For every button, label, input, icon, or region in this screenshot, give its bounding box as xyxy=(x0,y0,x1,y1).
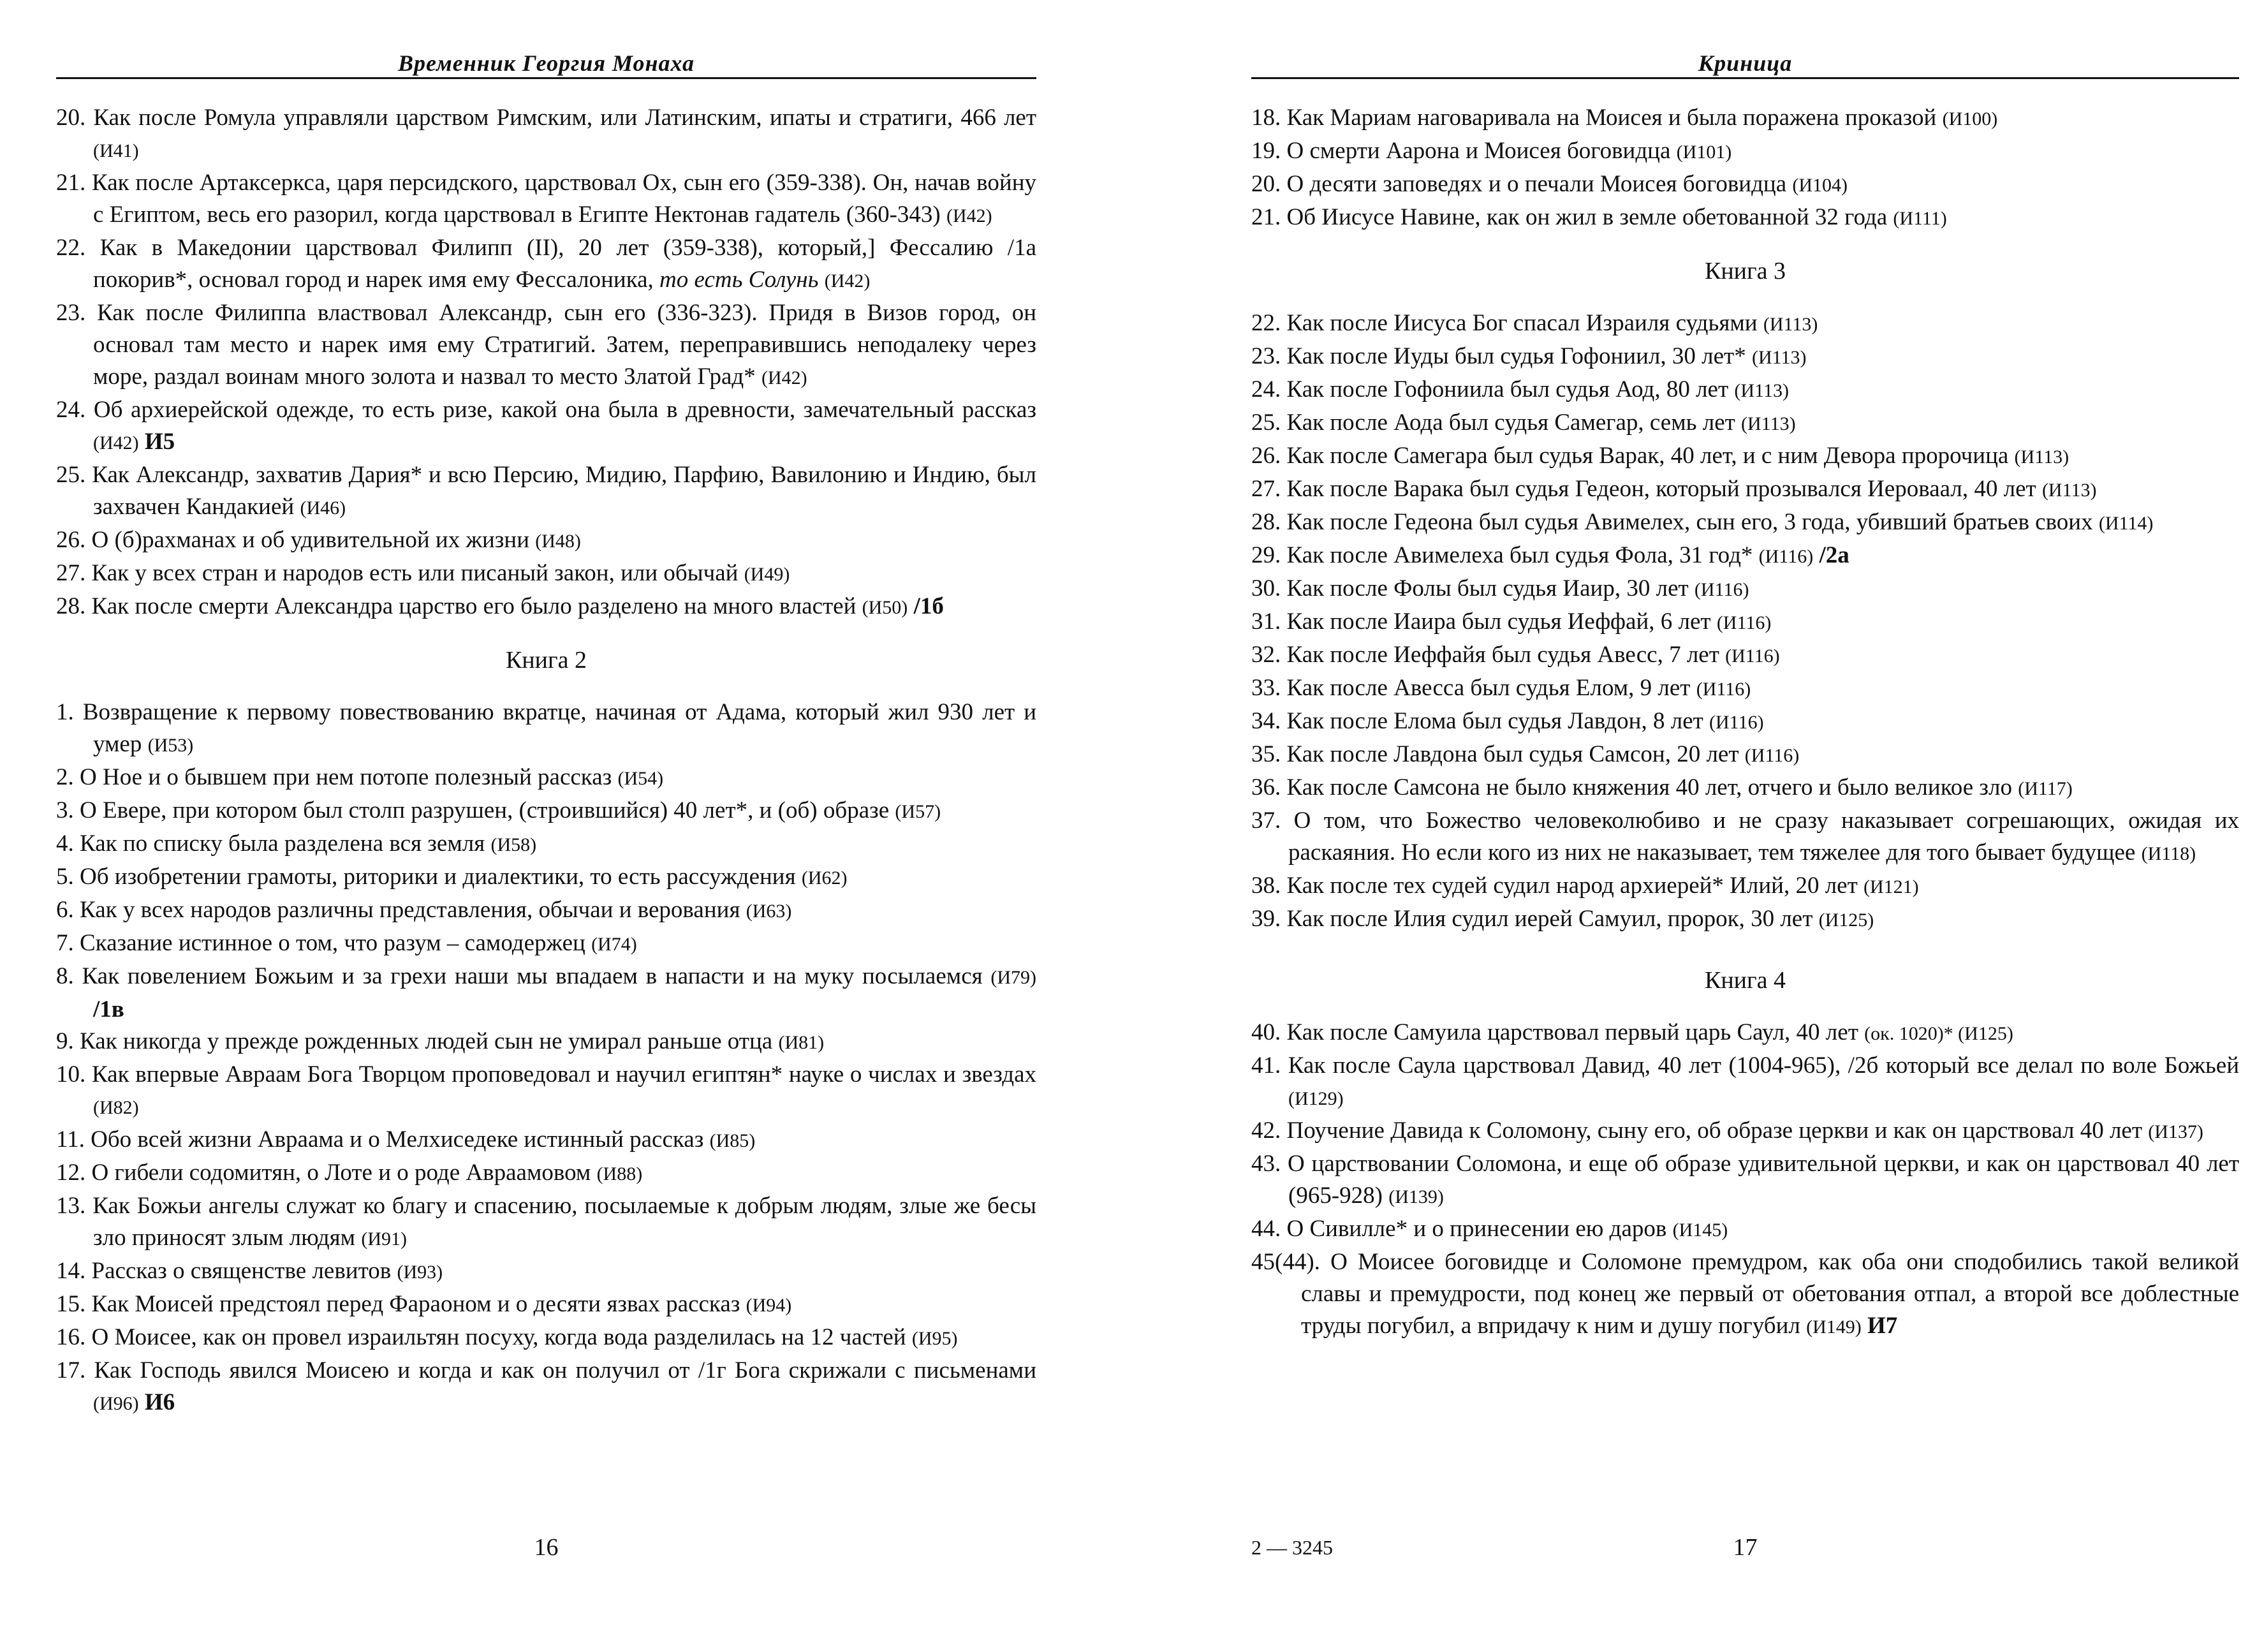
toc-entry xyxy=(56,961,1036,1026)
toc-entry xyxy=(1251,705,2239,739)
entry-text: Как после Варака был судья Гедеон, который прозывался Иероваал, 40 лет xyxy=(1286,476,2042,502)
entry-number: 5. xyxy=(56,864,74,890)
entry-number: 29. xyxy=(1251,542,1281,568)
toc-entry xyxy=(1251,573,2239,606)
printer-signature: 2 — 3245 xyxy=(1251,1536,1333,1559)
entry-text: Как после смерти Александра царство его было разделено на много властей xyxy=(91,593,862,619)
entry-number: 33. xyxy=(1251,675,1281,701)
entry-number: 43. xyxy=(1251,1151,1281,1177)
entry-number: 28. xyxy=(56,593,86,619)
toc-entry xyxy=(56,762,1036,795)
entry-reference: (И116) xyxy=(1694,579,1749,600)
entry-number: 12. xyxy=(56,1160,86,1186)
entry-reference: (И113) xyxy=(2041,480,2097,501)
toc-entry xyxy=(1251,202,2239,235)
entry-number: 42. xyxy=(1251,1117,1281,1144)
entry-number: 11. xyxy=(56,1126,85,1153)
entry-reference: (И94) xyxy=(746,1295,792,1316)
entry-text: Как после Ромула управляли царством Римским, или Латинским, ипаты и стратиги, 466 лет xyxy=(93,105,1037,131)
toc-entry xyxy=(56,1190,1036,1255)
entry-number: 26. xyxy=(1251,443,1281,469)
right-content xyxy=(1251,102,2239,1343)
entry-reference: (И117) xyxy=(2018,778,2073,799)
entry-text: Об архиерейской одежде, то есть ризе, какой она была в древности, замечательный рассказ xyxy=(93,397,1037,423)
entry-reference: (И42) xyxy=(946,205,992,226)
entry-reference: (И79) xyxy=(990,967,1037,988)
entry-number: 22. xyxy=(56,235,86,261)
entry-text: Как Александр, захватив Дария* и всю Персию, Мидию, Парфию, Вавилонию и Индию, был захвачен Кандакией xyxy=(92,462,1036,520)
entry-number: 25. xyxy=(1251,409,1281,436)
toc-entry xyxy=(1251,606,2239,639)
entry-number: 14. xyxy=(56,1258,86,1284)
entry-text: Как никогда у прежде рожденных людей сын не умирал раньше отца xyxy=(80,1028,779,1054)
toc-entry xyxy=(1251,473,2239,506)
entry-reference: (И91) xyxy=(361,1228,408,1250)
entry-text: Как после Гофониила был судья Аод, 80 лет xyxy=(1286,376,1735,402)
entry-number: 35. xyxy=(1251,741,1281,767)
entry-reference: (И49) xyxy=(744,564,790,585)
toc-entry xyxy=(56,297,1036,394)
toc-entry xyxy=(56,861,1036,894)
entry-number: 17. xyxy=(56,1357,86,1383)
entry-number: 9. xyxy=(56,1028,74,1054)
entry-reference: (И81) xyxy=(778,1032,825,1053)
right-entries-top xyxy=(1251,102,2239,235)
entry-number: 27. xyxy=(56,560,86,586)
entry-text: Об Иисусе Навине, как он жил в земле обетованной 32 года xyxy=(1286,204,1893,230)
entry-reference: (И116) xyxy=(1696,679,1751,700)
entry-folio-mark: И6 xyxy=(144,1389,175,1415)
entry-number: 22. xyxy=(1251,310,1281,336)
entry-reference: (И54) xyxy=(617,768,664,789)
entry-number: 21. xyxy=(1251,204,1281,230)
entry-reference: (И48) xyxy=(535,531,581,552)
entry-number: 30. xyxy=(1251,575,1281,601)
toc-entry xyxy=(1251,540,2239,573)
entry-reference: (И139) xyxy=(1388,1186,1444,1207)
entry-reference: (И42) xyxy=(824,270,871,291)
entry-text: Как у всех стран и народов есть или писаный закон, или обычай xyxy=(91,560,744,586)
page-number-right: 17 xyxy=(1733,1534,1758,1561)
toc-entry xyxy=(1251,102,2239,135)
entry-text: Как после Фолы был судья Иаир, 30 лет xyxy=(1286,575,1695,601)
toc-entry xyxy=(56,697,1036,762)
entry-text: О Моисее, как он провел израильтян посуху, когда вода разделилась на 12 частей xyxy=(91,1324,912,1350)
entry-text: Как после Самегара был судья Варак, 40 лет, и с ним Девора пророчица xyxy=(1286,443,2015,469)
entry-text: Сказание истинное о том, что разум – самодержец xyxy=(80,930,592,956)
toc-entry xyxy=(1251,739,2239,772)
toc-entry xyxy=(56,1255,1036,1288)
entry-text: Как после Гедеона был судья Авимелех, сын его, 3 года, убивший братьев своих xyxy=(1286,509,2099,535)
toc-entry xyxy=(1251,672,2239,705)
entry-text: Как Божьи ангелы служат ко благу и спасению, посылаемые к добрым людям, злые же бесы зло приносят злым людям xyxy=(92,1193,1037,1251)
entry-number: 25. xyxy=(56,462,86,488)
toc-entry xyxy=(56,102,1036,167)
book-3-heading: Книга 3 xyxy=(1705,258,1786,284)
entry-text: Как впервые Авраам Бога Творцом проповедовал и научил египтян* науке о числах и звездах xyxy=(91,1061,1037,1088)
entry-reference: (И113) xyxy=(1741,413,1796,434)
entry-folio-mark: /1в xyxy=(93,996,124,1022)
entry-text: Как после Аода был судья Самегар, семь лет xyxy=(1286,409,1742,436)
entry-text: О царствовании Соломона, и еще об образе удивительной церкви, и как он царствовал 40 лет (965-928) xyxy=(1288,1151,2239,1209)
entry-number: 15. xyxy=(56,1291,86,1317)
entry-reference: (И53) xyxy=(147,735,194,756)
entry-reference: (И85) xyxy=(709,1130,756,1151)
toc-entry xyxy=(1251,168,2239,202)
entry-text: Как после Авесса был судья Елом, 9 лет xyxy=(1286,675,1696,701)
entry-text: Как после Иисуса Бог спасал Израиля судьями xyxy=(1286,310,1763,336)
toc-entry xyxy=(1251,407,2239,440)
toc-entry xyxy=(1251,903,2239,936)
book-2-heading: Книга 2 xyxy=(506,647,587,674)
toc-entry xyxy=(56,1124,1036,1157)
toc-entry xyxy=(1251,341,2239,374)
entry-reference: (И95) xyxy=(911,1328,958,1349)
entry-number: 10. xyxy=(56,1061,86,1088)
entry-text: Об изобретении грамоты, риторики и диалектики, то есть рассуждения xyxy=(80,864,802,890)
toc-entry xyxy=(56,1322,1036,1355)
entry-text: О десяти заповедях и о печали Моисея боговидца xyxy=(1286,171,1793,197)
entry-folio-mark: И5 xyxy=(144,429,175,455)
toc-entry xyxy=(56,1059,1036,1124)
toc-entry xyxy=(1251,870,2239,903)
entry-reference: (И62) xyxy=(801,867,848,889)
entry-reference: (И58) xyxy=(490,834,537,855)
entry-reference: (И100) xyxy=(1942,108,1998,129)
entry-number: 3. xyxy=(56,797,74,823)
entry-number: 28. xyxy=(1251,509,1281,535)
toc-entry xyxy=(56,524,1036,557)
entry-reference: (И93) xyxy=(397,1262,443,1283)
entry-number: 32. xyxy=(1251,642,1281,668)
entry-text: Как в Македонии царствовал Филипп (II), 20 лет (359-338), который,] Фессалию /1а покорив*, основал город и нарек имя ему Фессалоника, xyxy=(93,235,1037,293)
toc-entry xyxy=(1251,1213,2239,1246)
toc-entry xyxy=(1251,1246,2239,1343)
entry-folio-mark: /2а xyxy=(1819,542,1849,568)
entry-number: 20. xyxy=(56,105,86,131)
entry-text: Как повелением Божьим и за грехи наши мы впадаем в напасти и на муку посылаемся xyxy=(82,963,991,989)
entry-reference: (И116) xyxy=(1725,645,1780,667)
toc-entry xyxy=(1251,1050,2239,1115)
entry-number: 26. xyxy=(56,527,86,553)
entry-reference: (И113) xyxy=(1734,380,1789,401)
entry-number: 38. xyxy=(1251,873,1281,899)
right-entries-book3 xyxy=(1251,307,2239,936)
entry-reference: (И113) xyxy=(1763,314,1818,335)
running-head-right: Криница xyxy=(1698,50,1793,76)
entry-number: 19. xyxy=(1251,138,1281,164)
entry-text: О гибели содомитян, о Лоте и о роде Авраамовом xyxy=(91,1160,597,1186)
toc-entry xyxy=(56,232,1036,297)
entry-reference: (И96) xyxy=(93,1393,139,1414)
header-rule-left xyxy=(56,77,1036,79)
entry-number: 41. xyxy=(1251,1052,1281,1079)
entry-reference: (И125) xyxy=(1818,910,1874,931)
entry-text: Как после Самсона не было княжения 40 лет, отчего и было великое зло xyxy=(1286,774,2018,800)
entry-text: Как после Лавдона был судья Самсон, 20 лет xyxy=(1286,741,1745,767)
entry-text: О том, что Божество человеколюбиво и не сразу наказывает согрешающих, ожидая их раскаяния. Но если кого из них не наказывает, тем тяжелее для того бывает будущее xyxy=(1288,808,2239,866)
toc-entry xyxy=(56,1288,1036,1322)
entry-reference: (И46) xyxy=(300,498,346,519)
entry-number: 7. xyxy=(56,930,74,956)
entry-text: О Сивилле* и о принесении ею даров xyxy=(1286,1216,1673,1242)
entry-text: Как по списку была разделена вся земля xyxy=(80,830,491,857)
entry-reference: (И114) xyxy=(2098,513,2154,534)
entry-number: 23. xyxy=(56,300,86,326)
entry-reference: (И129) xyxy=(1288,1088,1344,1109)
entry-number: 16. xyxy=(56,1324,86,1350)
entry-text: Как после Иеффайя был судья Авесс, 7 лет xyxy=(1286,642,1726,668)
entry-text: Как у всех народов различны представления, обычаи и верования xyxy=(80,897,746,923)
entry-text: О Ное и о бывшем при нем потопе полезный рассказ xyxy=(80,764,618,790)
right-entries-book4 xyxy=(1251,1017,2239,1343)
entry-text: Поучение Давида к Соломону, сыну его, об образе церкви и как он царствовал 40 лет xyxy=(1286,1117,2149,1144)
entry-reference: (И113) xyxy=(1751,347,1807,368)
entry-reference: (И74) xyxy=(591,934,637,955)
toc-entry xyxy=(1251,374,2239,407)
entry-text: Как после Филиппа властвовал Александр, сын его (336-323). Придя в Визов город, он основал там место и нарек имя ему Стратигий. Затем, переправившись неподалеку через море, раздал воинам много золота и назвал то место Златой Град* xyxy=(93,300,1036,390)
toc-entry xyxy=(56,795,1036,828)
left-entries-top xyxy=(56,102,1036,624)
entry-text: Как Господь явился Моисею и когда и как он получил от /1г Бога скрижали с письменами xyxy=(94,1357,1037,1383)
entry-reference: (И50) xyxy=(862,597,908,618)
toc-entry xyxy=(56,1157,1036,1190)
entry-reference: (И104) xyxy=(1792,175,1848,196)
entry-number: 20. xyxy=(1251,171,1281,197)
running-head-left: Временник Георгия Монаха xyxy=(397,50,695,76)
entry-number: 8. xyxy=(56,963,74,989)
entry-reference: (И41) xyxy=(93,140,139,161)
entry-reference: (И116) xyxy=(1758,546,1814,567)
entry-reference: (И82) xyxy=(93,1097,139,1118)
entry-number: 1. xyxy=(56,699,74,725)
entry-number: 6. xyxy=(56,897,74,923)
entry-reference: (И42) xyxy=(93,432,139,454)
toc-entry xyxy=(1251,307,2239,341)
entry-reference: (И149) xyxy=(1806,1316,1862,1338)
entry-number: 21. xyxy=(56,170,86,196)
toc-entry xyxy=(56,927,1036,961)
entry-number: 45(44). xyxy=(1251,1249,1320,1275)
entry-reference: (И121) xyxy=(1864,876,1919,897)
entry-number: 36. xyxy=(1251,774,1281,800)
entry-text: Как после Иуды был судья Гофониил, 30 лет* xyxy=(1286,343,1752,369)
entry-text: Как после Иаира был судья Иеффай, 6 лет xyxy=(1286,608,1717,635)
toc-entry xyxy=(56,394,1036,459)
entry-number: 18. xyxy=(1251,105,1281,131)
entry-reference: (И88) xyxy=(596,1163,643,1184)
entry-number: 34. xyxy=(1251,708,1281,734)
entry-reference: (И63) xyxy=(746,901,792,922)
entry-text: Обо всей жизни Авраама и о Мелхиседеке истинный рассказ xyxy=(91,1126,710,1153)
entry-text: О Моисее боговидце и Соломоне премудром, как оба они сподобились такой великой славы и премудрости, под конец же первый от обетования отпал, а второй все доблестные труды погубил, а впридачу к ним и душу погубил xyxy=(1301,1249,2239,1339)
toc-entry xyxy=(1251,506,2239,540)
entry-reference: (И145) xyxy=(1672,1220,1728,1241)
toc-entry xyxy=(1251,772,2239,805)
entry-number: 13. xyxy=(56,1193,86,1219)
toc-entry xyxy=(1251,1115,2239,1148)
toc-entry xyxy=(1251,1148,2239,1213)
toc-entry xyxy=(1251,805,2239,870)
entry-text: Возвращение к первому повествованию вкратце, начиная от Адама, который жил 930 лет и умер xyxy=(82,699,1037,757)
entry-number: 39. xyxy=(1251,906,1281,932)
toc-entry xyxy=(56,828,1036,861)
entry-reference: (И137) xyxy=(2148,1121,2203,1142)
entry-text: Как после Саула царствовал Давид, 40 лет (1004-965), /2б который все делал по воле Божьей xyxy=(1288,1052,2239,1079)
entry-text: О Евере, при котором был столп разрушен, (строившийся) 40 лет*, и (об) образе xyxy=(80,797,895,823)
entry-reference: (И42) xyxy=(761,367,807,388)
entry-reference: (И116) xyxy=(1709,712,1764,733)
toc-entry xyxy=(56,1026,1036,1059)
book-4-heading: Книга 4 xyxy=(1705,967,1786,994)
toc-entry xyxy=(56,459,1036,524)
toc-entry xyxy=(1251,1017,2239,1050)
entry-text: Как после Авимелеха был судья Фола, 31 год* xyxy=(1286,542,1759,568)
entry-number: 24. xyxy=(56,397,86,423)
entry-folio-mark: И7 xyxy=(1867,1313,1898,1339)
entry-reference: (И101) xyxy=(1676,142,1732,163)
toc-entry xyxy=(56,591,1036,624)
entry-text: О смерти Аарона и Моисея боговидца xyxy=(1286,138,1677,164)
entry-text: Как после Самуила царствовал первый царь Саул, 40 лет xyxy=(1286,1019,1865,1045)
entry-number: 2. xyxy=(56,764,74,790)
entry-reference: (И118) xyxy=(2141,843,2196,864)
entry-reference: (И116) xyxy=(1744,745,1800,766)
page-number-left: 16 xyxy=(534,1534,559,1561)
entry-number: 4. xyxy=(56,830,74,857)
entry-number: 24. xyxy=(1251,376,1281,402)
entry-number: 37. xyxy=(1251,808,1281,834)
toc-entry xyxy=(56,557,1036,591)
entry-reference: (И57) xyxy=(895,801,941,822)
left-entries-book2 xyxy=(56,697,1036,1420)
entry-reference: (И111) xyxy=(1893,208,1947,229)
toc-entry xyxy=(56,894,1036,927)
left-content xyxy=(56,102,1036,1420)
entry-number: 40. xyxy=(1251,1019,1281,1045)
entry-reference: (ок. 1020)* (И125) xyxy=(1864,1023,2013,1044)
entry-text: Рассказ о священстве левитов xyxy=(91,1258,397,1284)
entry-reference: (И116) xyxy=(1716,612,1772,633)
entry-text: Как после Илия судил иерей Самуил, пророк, 30 лет xyxy=(1286,906,1819,932)
entry-reference: (И113) xyxy=(2014,446,2070,468)
entry-number: 23. xyxy=(1251,343,1281,369)
entry-text: Как после Артаксеркса, царя персидского, царствовал Ох, сын его (359-338). Он, начав войну с Египтом, весь его разорил, когда царствовал в Египте Нектонав гадатель (360-343) xyxy=(92,170,1037,228)
entry-folio-mark: /1б xyxy=(913,593,944,619)
header-rule-right xyxy=(1251,77,2239,79)
toc-entry xyxy=(1251,440,2239,473)
entry-number: 27. xyxy=(1251,476,1281,502)
toc-entry xyxy=(1251,639,2239,672)
entry-number: 44. xyxy=(1251,1216,1281,1242)
toc-entry xyxy=(56,167,1036,232)
entry-italic-text: то есть Солунь xyxy=(659,267,819,293)
toc-entry xyxy=(56,1355,1036,1420)
entry-text: Как после Елома был судья Лавдон, 8 лет xyxy=(1286,708,1710,734)
entry-text: Как Мариам наговаривала на Моисея и была поражена проказой xyxy=(1286,105,1943,131)
toc-entry xyxy=(1251,135,2239,168)
entry-text: Как после тех судей судил народ архиерей* Илий, 20 лет xyxy=(1286,873,1864,899)
entry-text: О (б)рахманах и об удивительной их жизни xyxy=(91,527,536,553)
entry-text: Как Моисей предстоял перед Фараоном и о десяти язвах рассказ xyxy=(91,1291,746,1317)
entry-number: 31. xyxy=(1251,608,1281,635)
